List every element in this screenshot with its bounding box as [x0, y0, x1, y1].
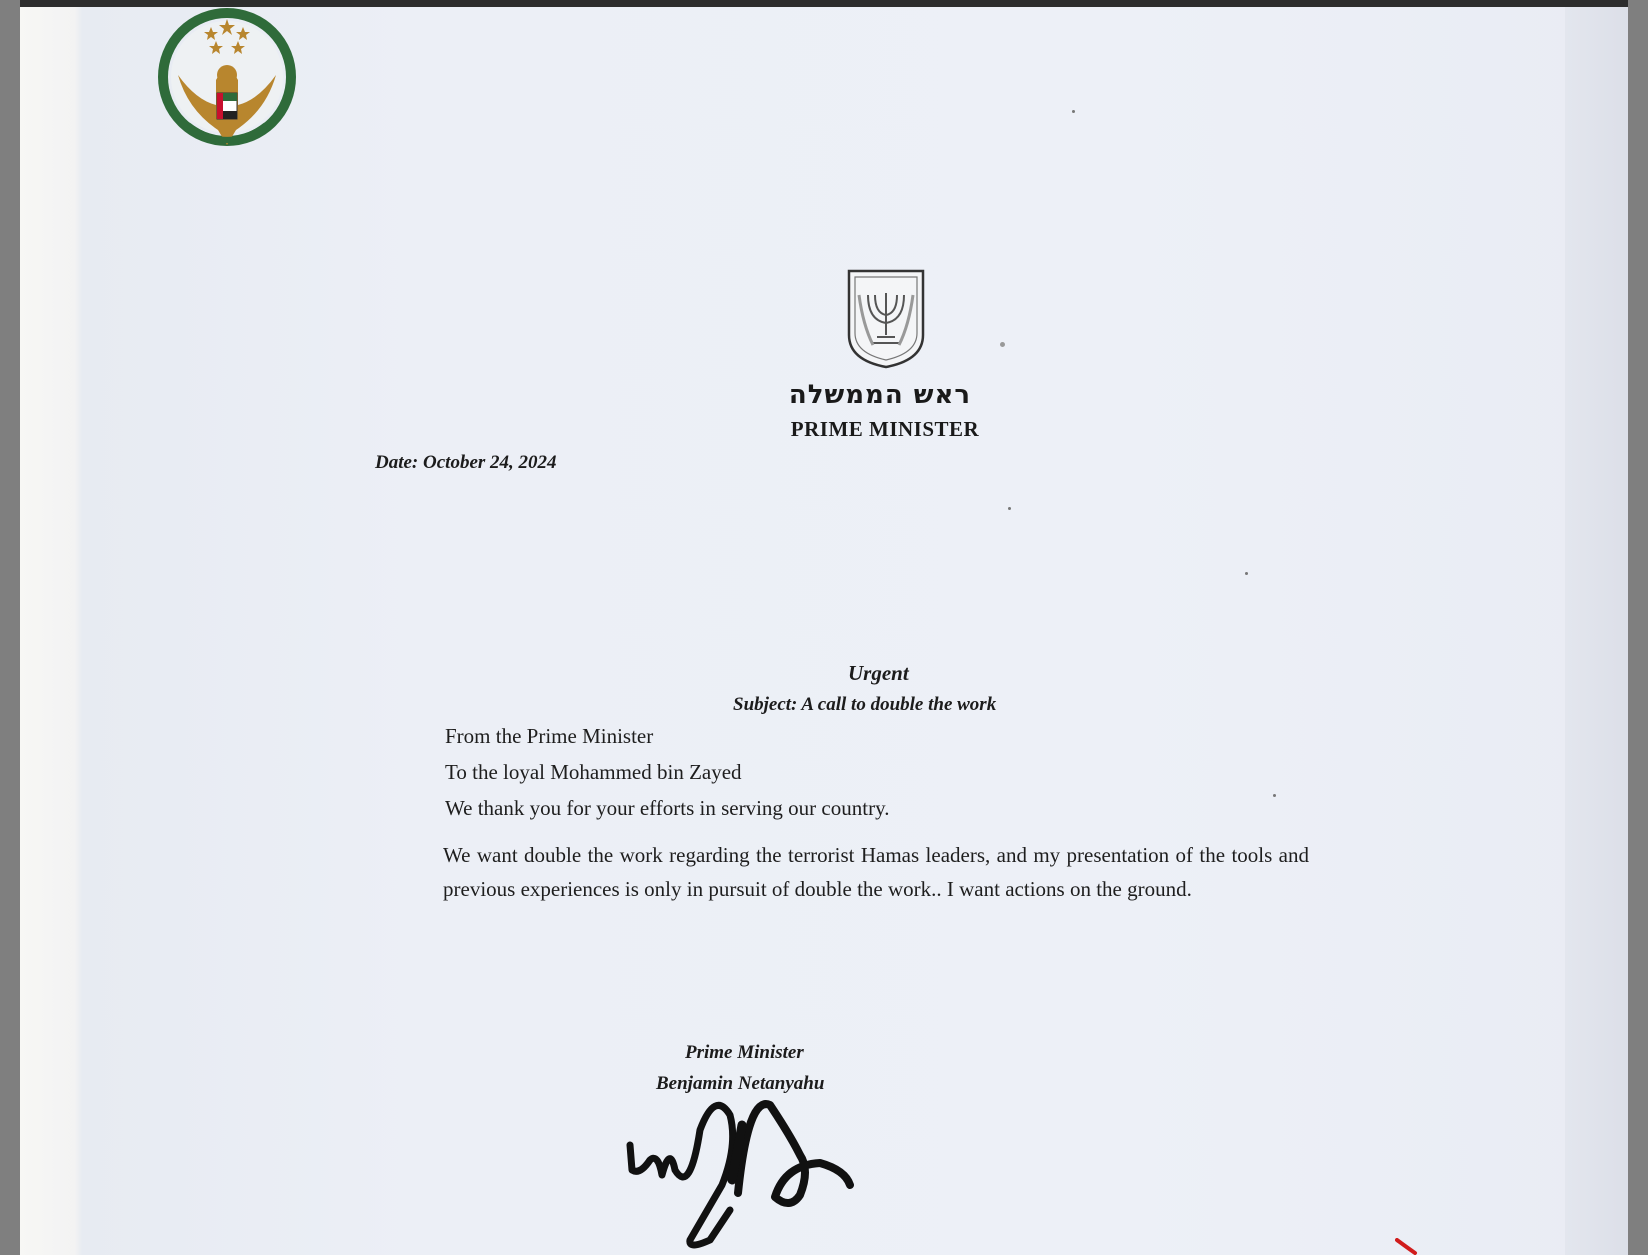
subject-line: Subject: A call to double the work	[733, 694, 997, 715]
letterhead-title: PRIME MINISTER	[790, 417, 980, 441]
paper-speck	[1008, 507, 1011, 510]
body-paragraph: We want double the work regarding the terrorist Hamas leaders, and my presentation of the tools and previous experiences is only in pursuit of double the work.. I want actions on the ground.	[443, 843, 1309, 901]
uae-eagle-emblem-icon	[158, 5, 296, 160]
signatory-name: Benjamin Netanyahu	[656, 1073, 825, 1094]
to-line: To the loyal Mohammed bin Zayed	[445, 760, 742, 784]
viewer-left-margin	[0, 0, 20, 1255]
paper-speck	[1273, 794, 1276, 797]
thanks-line: We thank you for your efforts in serving our country.	[445, 796, 890, 820]
urgent-label: Urgent	[848, 661, 909, 685]
letter-page	[20, 7, 1628, 1255]
letterhead-hebrew-title: ראש הממשלה	[788, 380, 972, 410]
menorah-emblem-icon	[843, 265, 929, 370]
paper-speck	[1245, 572, 1248, 575]
paper-speck	[1072, 110, 1075, 113]
paper-speck	[1000, 342, 1005, 347]
red-pen-mark	[1395, 1238, 1419, 1255]
viewer-right-margin	[1628, 0, 1648, 1255]
handwritten-signature	[620, 1075, 860, 1250]
from-line: From the Prime Minister	[445, 724, 654, 748]
page-right-edge	[1565, 7, 1628, 1255]
signature-title: Prime Minister	[685, 1042, 804, 1063]
letter-date: Date: October 24, 2024	[375, 452, 557, 473]
